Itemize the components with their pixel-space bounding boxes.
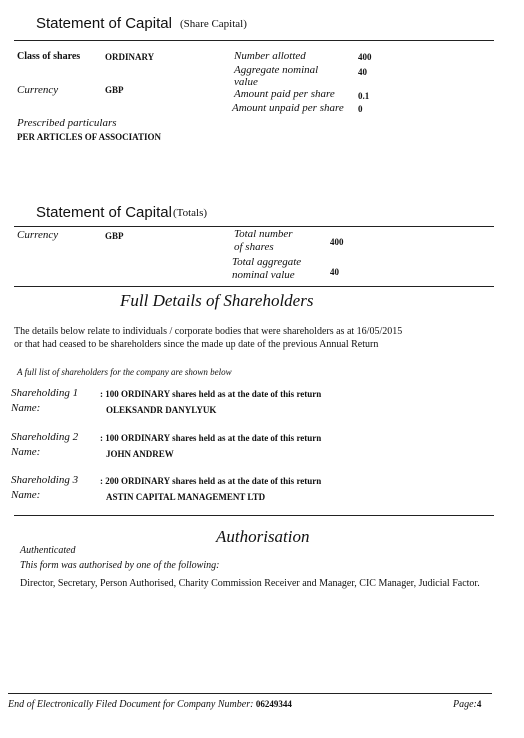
shareholding-1-held: : 100 ORDINARY shares held as at the date of this return <box>100 389 322 399</box>
number-allotted-label: Number allotted <box>234 50 306 62</box>
totals-currency-label: Currency <box>17 229 59 241</box>
authorisation-title: Authorisation <box>216 527 310 546</box>
aggregate-nominal-label: Aggregate nominal <box>234 64 319 76</box>
total-shares-label: Total number <box>234 228 293 240</box>
totals-currency-value: GBP <box>105 231 124 241</box>
shareholding-2-label: Shareholding 2 <box>11 431 79 443</box>
divider <box>14 286 494 287</box>
amount-paid-value: 0.1 <box>358 91 370 101</box>
total-shares-value: 400 <box>330 237 344 247</box>
amount-unpaid-label: Amount unpaid per share <box>232 102 344 114</box>
class-of-shares-label: Class of shares <box>17 51 81 62</box>
share-capital-subtitle: (Share Capital) <box>180 18 247 30</box>
authenticated-label: Authenticated <box>20 545 76 556</box>
shareholders-title: Full Details of Shareholders <box>120 291 314 310</box>
total-shares-label-2: of shares <box>234 241 274 253</box>
shareholders-intro-line-2: or that had ceased to be shareholders since the made up date of the previous Annual Return <box>14 339 379 350</box>
prescribed-particulars-label: Prescribed particulars <box>17 117 117 129</box>
number-allotted-value: 400 <box>358 52 372 62</box>
divider <box>14 226 494 227</box>
total-nominal-label-2: nominal value <box>232 269 295 281</box>
page-number: Page:4 <box>453 699 482 710</box>
shareholding-3-name: ASTIN CAPITAL MANAGEMENT LTD <box>106 492 266 502</box>
shareholding-1-label: Shareholding 1 <box>11 387 79 399</box>
shareholding-1-name-label: Name: <box>11 402 41 414</box>
footer-divider <box>8 693 492 694</box>
amount-unpaid-value: 0 <box>358 104 363 114</box>
authorised-roles: Director, Secretary, Person Authorised, Charity Commission Receiver and Manager, CIC Manager, Judicial Factor. <box>20 578 480 589</box>
currency-label: Currency <box>17 84 59 96</box>
currency-value: GBP <box>105 85 124 95</box>
shareholders-intro-line-1: The details below relate to individuals / corporate bodies that were shareholders as at 16/05/2015 <box>14 326 403 337</box>
footer-text: End of Electronically Filed Document for Company Number: 06249344 <box>8 699 292 710</box>
totals-subtitle: (Totals) <box>173 207 208 219</box>
aggregate-nominal-label-2: value <box>234 76 258 88</box>
shareholding-2-name: JOHN ANDREW <box>106 449 174 459</box>
shareholding-1-name: OLEKSANDR DANYLYUK <box>106 405 217 415</box>
totals-title: Statement of Capital <box>36 204 172 221</box>
prescribed-particulars-value: PER ARTICLES OF ASSOCIATION <box>17 132 161 142</box>
shareholding-2-held: : 100 ORDINARY shares held as at the date of this return <box>100 433 322 443</box>
shareholding-3-held: : 200 ORDINARY shares held as at the date of this return <box>100 476 322 486</box>
divider <box>14 40 494 41</box>
amount-paid-label: Amount paid per share <box>234 88 335 100</box>
total-nominal-label: Total aggregate <box>232 256 302 268</box>
aggregate-nominal-value: 40 <box>358 67 367 77</box>
shareholding-3-name-label: Name: <box>11 489 41 501</box>
shareholding-2-name-label: Name: <box>11 446 41 458</box>
divider <box>14 515 494 516</box>
authorised-by-label: This form was authorised by one of the following: <box>20 560 220 571</box>
class-of-shares-value: ORDINARY <box>105 52 155 62</box>
share-capital-title: Statement of Capital <box>36 15 172 32</box>
shareholders-list-note: A full list of shareholders for the company are shown below <box>17 367 232 377</box>
total-nominal-value: 40 <box>330 267 339 277</box>
shareholding-3-label: Shareholding 3 <box>11 474 79 486</box>
